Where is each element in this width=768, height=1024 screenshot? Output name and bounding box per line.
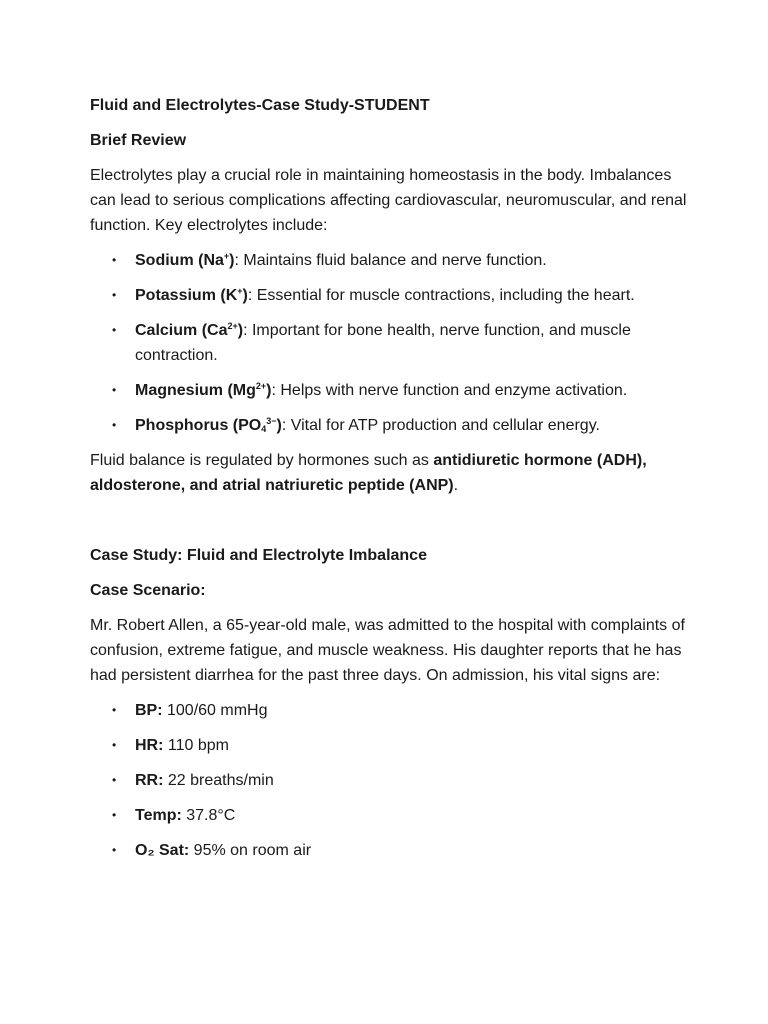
review-intro: Electrolytes play a crucial role in maintaining homeostasis in the body. Imbalances can lead to serious complications affecting cardiovascular, neuromuscular, and renal function. Key electrolytes include: xyxy=(90,167,687,234)
vital-value: 110 bpm xyxy=(163,737,229,754)
case-scenario-heading: Case Scenario: xyxy=(90,582,206,599)
vital-label: Temp: xyxy=(135,807,182,824)
vital-signs-list xyxy=(90,698,690,863)
vital-label: RR: xyxy=(135,772,164,789)
document-title: Fluid and Electrolytes-Case Study-STUDENT xyxy=(90,97,430,114)
bullet-icon: • xyxy=(112,703,117,717)
electrolyte-name: Calcium $(Ca^{2+})$ xyxy=(135,321,244,339)
electrolyte-name: Sodium (Na+) xyxy=(135,251,235,269)
case-scenario-text: Mr. Robert Allen, a 65-year-old male, was admitted to the hospital with complaints of confusion, extreme fatigue, and muscle weakness. His daughter reports that he has had persistent diarrhea for the past three days. On admission, his vital signs are: xyxy=(90,617,685,684)
bullet-icon: • xyxy=(112,323,117,337)
electrolyte-list xyxy=(90,248,690,438)
list-item xyxy=(90,283,690,308)
vital-value: 22 breaths/min xyxy=(163,772,274,789)
electrolyte-desc: : Essential for muscle contractions, including the heart. xyxy=(247,287,635,304)
review-heading: Brief Review xyxy=(90,132,187,149)
vital-label: BP: xyxy=(135,702,163,719)
bullet-icon: • xyxy=(112,843,117,857)
vital-label: HR: xyxy=(135,737,164,754)
list-item xyxy=(90,803,690,828)
electrolyte-desc: : Helps with nerve function and enzyme activation. xyxy=(271,382,628,399)
bullet-icon: • xyxy=(112,773,117,787)
bullet-icon: • xyxy=(112,808,117,822)
bullet-icon: • xyxy=(112,738,117,752)
electrolyte-name: Magnesium $(Mg^{2+})$ xyxy=(135,381,272,399)
list-item xyxy=(90,248,690,273)
list-item xyxy=(90,838,690,863)
electrolyte-name: Potassium (K+) xyxy=(135,286,248,304)
list-item xyxy=(90,318,690,368)
vital-value: 100/60 mmHg xyxy=(162,702,268,719)
electrolyte-desc: : Maintains fluid balance and nerve function. xyxy=(234,252,547,269)
electrolyte-desc: : Important for bone health, nerve function, and muscle contraction. xyxy=(135,322,631,364)
vital-value: 37.8°C xyxy=(181,807,236,824)
document-page xyxy=(90,93,690,873)
list-item xyxy=(90,413,690,438)
electrolyte-desc: : Vital for ATP production and cellular energy. xyxy=(281,417,600,434)
case-study-heading: Case Study: Fluid and Electrolyte Imbalance xyxy=(90,547,427,564)
section-spacer xyxy=(90,508,690,543)
vital-label: O₂ Sat: xyxy=(135,842,190,859)
list-item xyxy=(90,768,690,793)
fluid-balance-paragraph: Fluid balance is regulated by hormones such as antidiuretic hormone (ADH), aldosterone, and atrial natriuretic peptide (ANP). xyxy=(90,452,647,494)
list-item xyxy=(90,733,690,758)
bullet-icon: • xyxy=(112,288,117,302)
bullet-icon: • xyxy=(112,253,117,267)
list-item xyxy=(90,698,690,723)
list-item xyxy=(90,378,690,403)
bullet-icon: • xyxy=(112,418,117,432)
vital-value: 95% on room air xyxy=(189,842,312,859)
electrolyte-name: Phosphorus $(PO_4^{3-})$ xyxy=(135,416,282,434)
bullet-icon: • xyxy=(112,383,117,397)
